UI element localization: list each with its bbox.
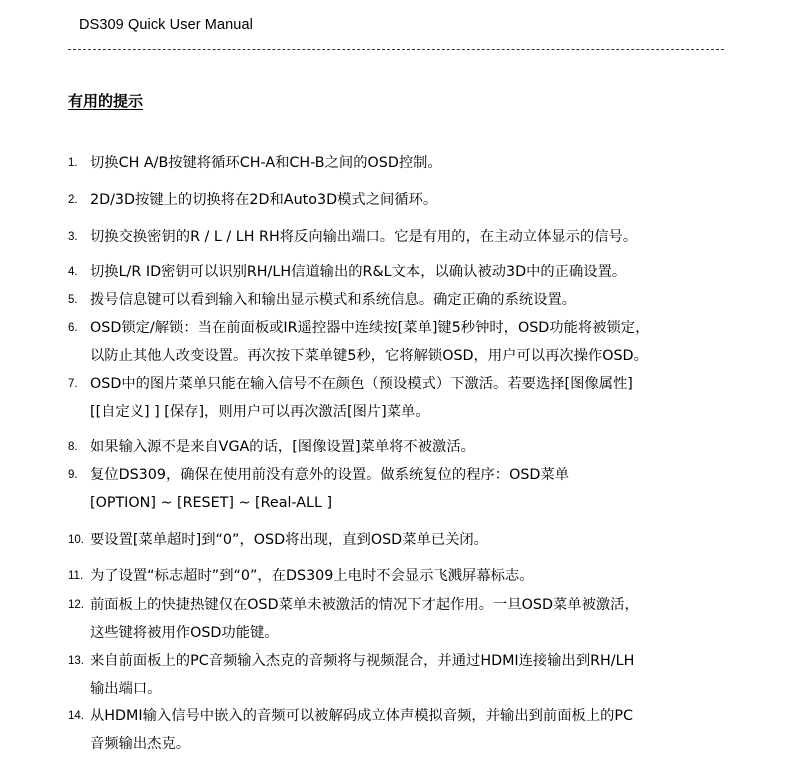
tip-text bbox=[90, 370, 748, 426]
tip-item bbox=[68, 186, 748, 214]
tip-text bbox=[90, 461, 748, 517]
tip-number: 2. bbox=[68, 194, 78, 206]
tip-item bbox=[68, 591, 748, 647]
tip-line: 输出端口。 bbox=[90, 681, 162, 697]
tip-text bbox=[90, 186, 748, 214]
tip-item bbox=[68, 702, 748, 758]
tip-number: 4. bbox=[68, 266, 78, 278]
tip-text bbox=[90, 526, 748, 554]
tip-text bbox=[90, 562, 748, 590]
tip-line: 要设置[菜单超时]到“0”，OSD将出现，直到OSD菜单已关闭。 bbox=[90, 532, 488, 548]
tip-line: 从HDMI输入信号中嵌入的音频可以被解码成立体声模拟音频，并输出到前面板上的PC bbox=[90, 708, 634, 724]
manual-header-title: DS309 Quick User Manual bbox=[79, 17, 253, 33]
tip-number: 10. bbox=[68, 534, 84, 546]
tip-text bbox=[90, 314, 748, 370]
tip-number: 5. bbox=[68, 294, 78, 306]
tip-line: 复位DS309，确保在使用前没有意外的设置。做系统复位的程序：OSD菜单 bbox=[90, 467, 570, 483]
tip-number: 13. bbox=[68, 655, 84, 667]
tip-item bbox=[68, 149, 748, 177]
tip-item bbox=[68, 314, 748, 370]
tip-line: OSD中的图片菜单只能在输入信号不在颜色（预设模式）下激活。若要选择[图像属性] bbox=[90, 376, 633, 392]
header-divider bbox=[68, 49, 724, 50]
tip-text bbox=[90, 286, 748, 314]
tip-text bbox=[90, 223, 748, 251]
tip-item bbox=[68, 461, 748, 517]
tip-text bbox=[90, 433, 748, 461]
tip-number: 7. bbox=[68, 378, 78, 390]
tip-number: 9. bbox=[68, 469, 78, 481]
tip-number: 14. bbox=[68, 710, 84, 722]
tip-item bbox=[68, 433, 748, 461]
tip-line: [OPTION] ~ [RESET] ~ [Real-ALL ] bbox=[90, 495, 333, 511]
tip-line: 前面板上的快捷热键仅在OSD菜单未被激活的情况下才起作用。一旦OSD菜单被激活， bbox=[90, 597, 639, 613]
tip-item bbox=[68, 370, 748, 426]
tip-text bbox=[90, 591, 748, 647]
tip-text bbox=[90, 702, 748, 758]
tip-item bbox=[68, 647, 748, 703]
tip-line: [[自定义] ] [保存]，则用户可以再次激活[图片]菜单。 bbox=[90, 404, 430, 420]
tip-number: 12. bbox=[68, 599, 84, 611]
tip-number: 6. bbox=[68, 322, 78, 334]
tip-text bbox=[90, 149, 748, 177]
tip-item bbox=[68, 526, 748, 554]
tip-number: 11. bbox=[68, 570, 84, 582]
tip-line: 这些键将被用作OSD功能键。 bbox=[90, 625, 279, 641]
tip-line: 拨号信息键可以看到输入和输出显示模式和系统信息。确定正确的系统设置。 bbox=[90, 292, 577, 308]
tip-line: 2D/3D按键上的切换将在2D和Auto3D模式之间循环。 bbox=[90, 192, 438, 208]
tip-number: 8. bbox=[68, 441, 78, 453]
tip-number: 3. bbox=[68, 231, 78, 243]
tip-number: 1. bbox=[68, 157, 78, 169]
tip-line: OSD锁定/解锁：当在前面板或IR遥控器中连续按[菜单]键5秒钟时，OSD功能将被锁定， bbox=[90, 320, 650, 336]
tip-line: 为了设置“标志超时”到“0”，在DS309上电时不会显示飞溅屏幕标志。 bbox=[90, 568, 534, 584]
tip-item bbox=[68, 286, 748, 314]
tip-line: 如果输入源不是来自VGA的话，[图像设置]菜单将不被激活。 bbox=[90, 439, 475, 455]
tip-line: 切换L/R ID密钥可以识别RH/LH信道输出的R&L文本，以确认被动3D中的正确设置。 bbox=[90, 264, 627, 280]
tip-item bbox=[68, 562, 748, 590]
tip-item bbox=[68, 258, 748, 286]
tip-text bbox=[90, 647, 748, 703]
section-title: 有用的提示 bbox=[68, 92, 144, 110]
tip-line: 来自前面板上的PC音频输入杰克的音频将与视频混合，并通过HDMI连接输出到RH/LH bbox=[90, 653, 635, 669]
tip-line: 音频输出杰克。 bbox=[90, 736, 191, 752]
tip-line: 切换交换密钥的R / L / LH RH将反向输出端口。它是有用的，在主动立体显示的信号。 bbox=[90, 229, 638, 245]
tip-text bbox=[90, 258, 748, 286]
tip-item bbox=[68, 223, 748, 251]
tip-line: 切换CH A/B按键将循环CH-A和CH-B之间的OSD控制。 bbox=[90, 155, 442, 171]
tip-line: 以防止其他人改变设置。再次按下菜单键5秒，它将解锁OSD，用户可以再次操作OSD。 bbox=[90, 348, 648, 364]
